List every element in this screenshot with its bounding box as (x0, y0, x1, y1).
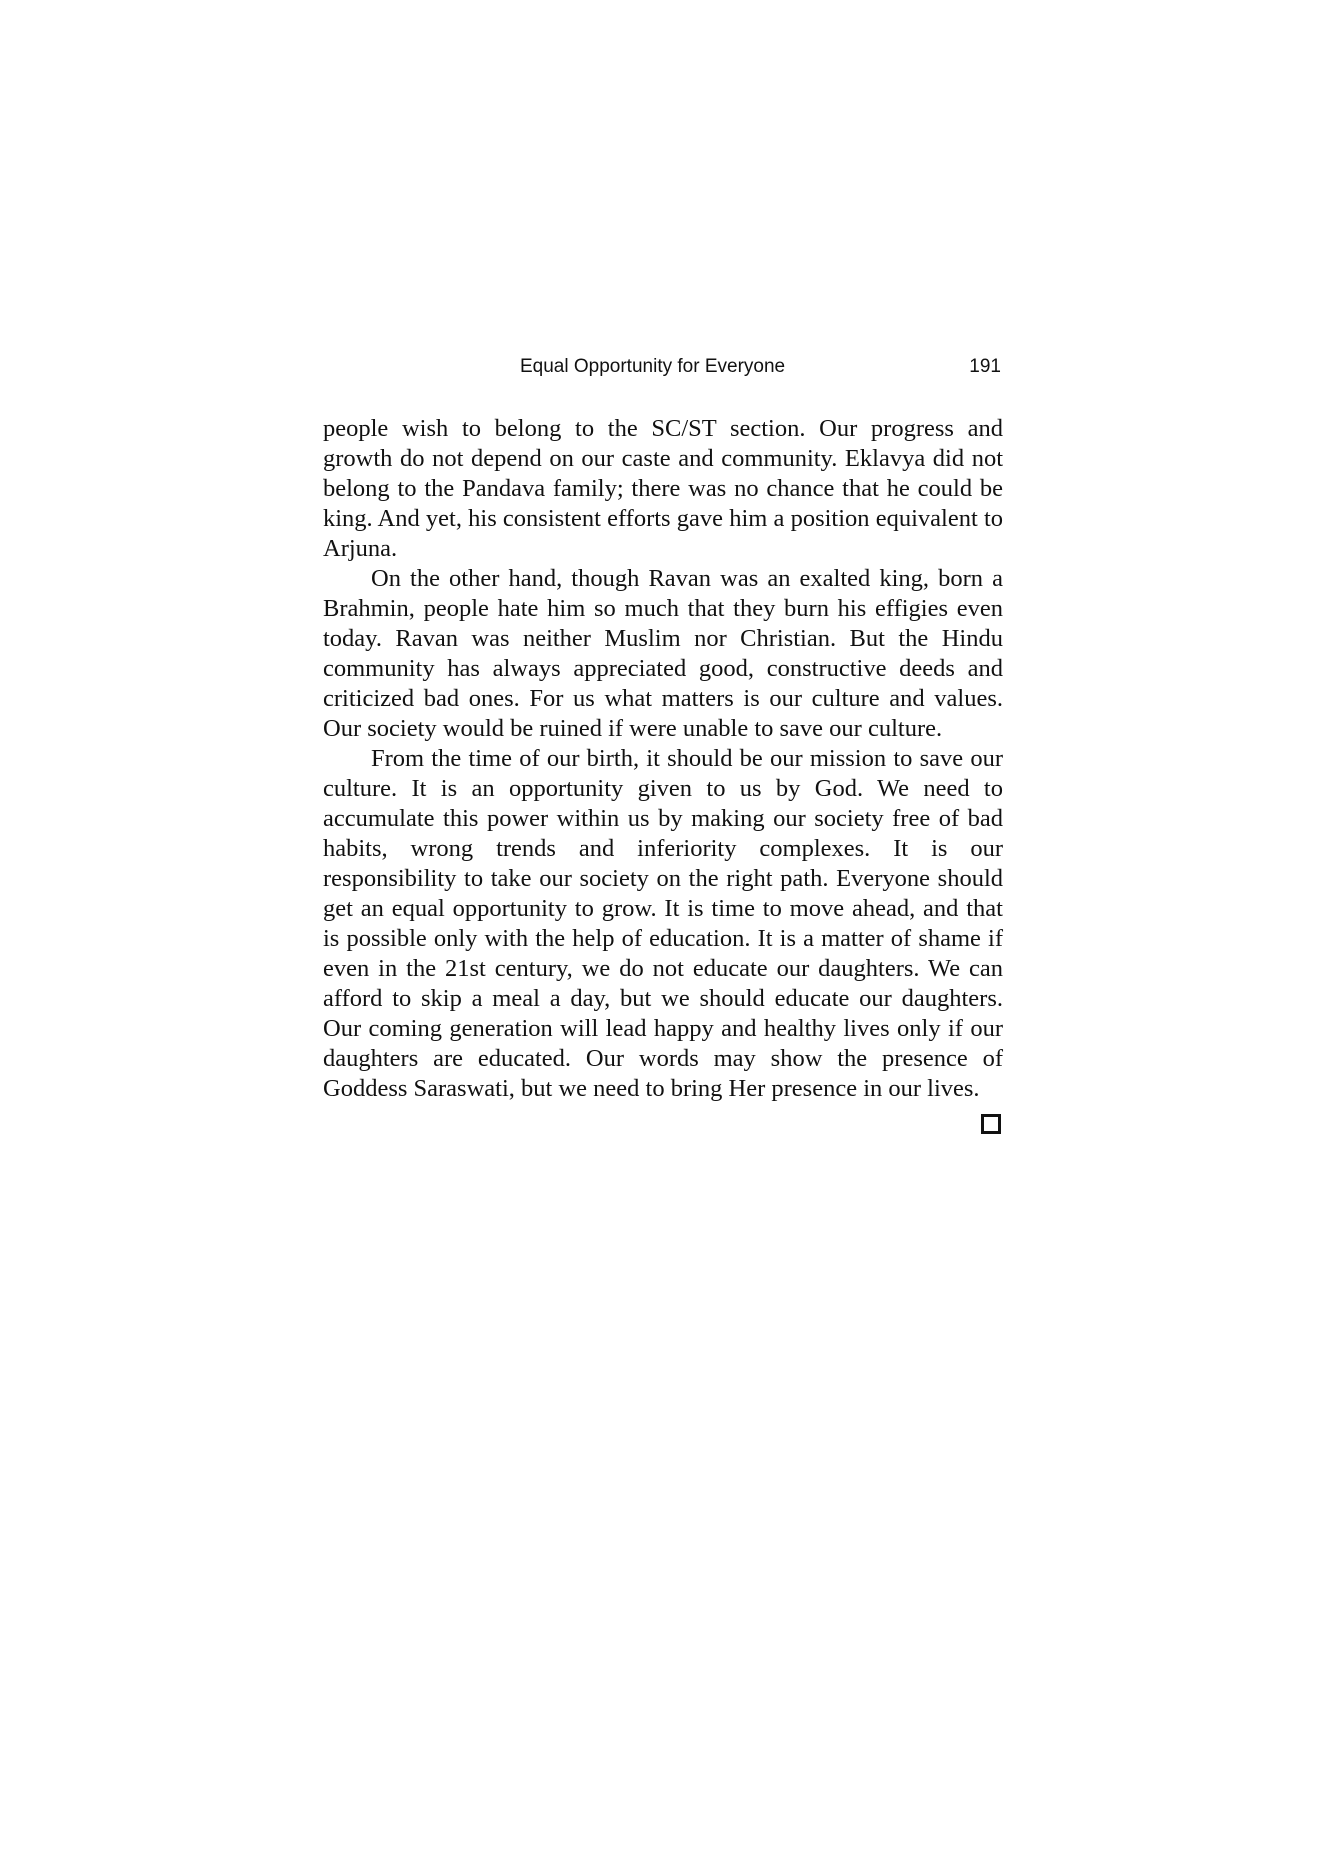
running-title: Equal Opportunity for Everyone (520, 356, 786, 377)
paragraph-2: On the other hand, though Ravan was an exalted king, born a Brahmin, people hate him so much that they burn his effigies even today. Ravan was neither Muslim nor Christian. But the Hindu community has always appreciated good, constructive deeds and criticized bad ones. For us what matters is our culture and values. Our society would be ruined if were unable to save our culture. (323, 565, 1003, 742)
book-page (323, 352, 1003, 1134)
page-number: 191 (969, 356, 1001, 377)
paragraph-3: From the time of our birth, it should be our mission to save our culture. It is an opportunity given to us by God. We need to accumulate this power within us by making our society free of bad habits, wrong trends and inferiority complexes. It is our responsibility to take our society on the right path. Everyone should get an equal opportunity to grow. It is time to move ahead, and that is possible only with the help of education. It is a matter of shame if even in the 21st century, we do not educate our daughters. We can afford to skip a meal a day, but we should educate our daughters. Our coming generation will lead happy and healthy lives only if our daughters are educated. Our words may show the presence of Goddess Saraswati, but we need to bring Her presence in our lives. (323, 745, 1003, 1102)
hollow-square-icon (981, 1114, 1001, 1134)
paragraph-1: people wish to belong to the SC/ST section. Our progress and growth do not depend on our caste and community. Eklavya did not belong to the Pandava family; there was no chance that he could be king. And yet, his consistent efforts gave him a position equivalent to Arjuna. (323, 415, 1003, 562)
end-of-section-mark (323, 1114, 1003, 1134)
running-header (323, 352, 1003, 386)
body-text (323, 414, 1003, 1104)
